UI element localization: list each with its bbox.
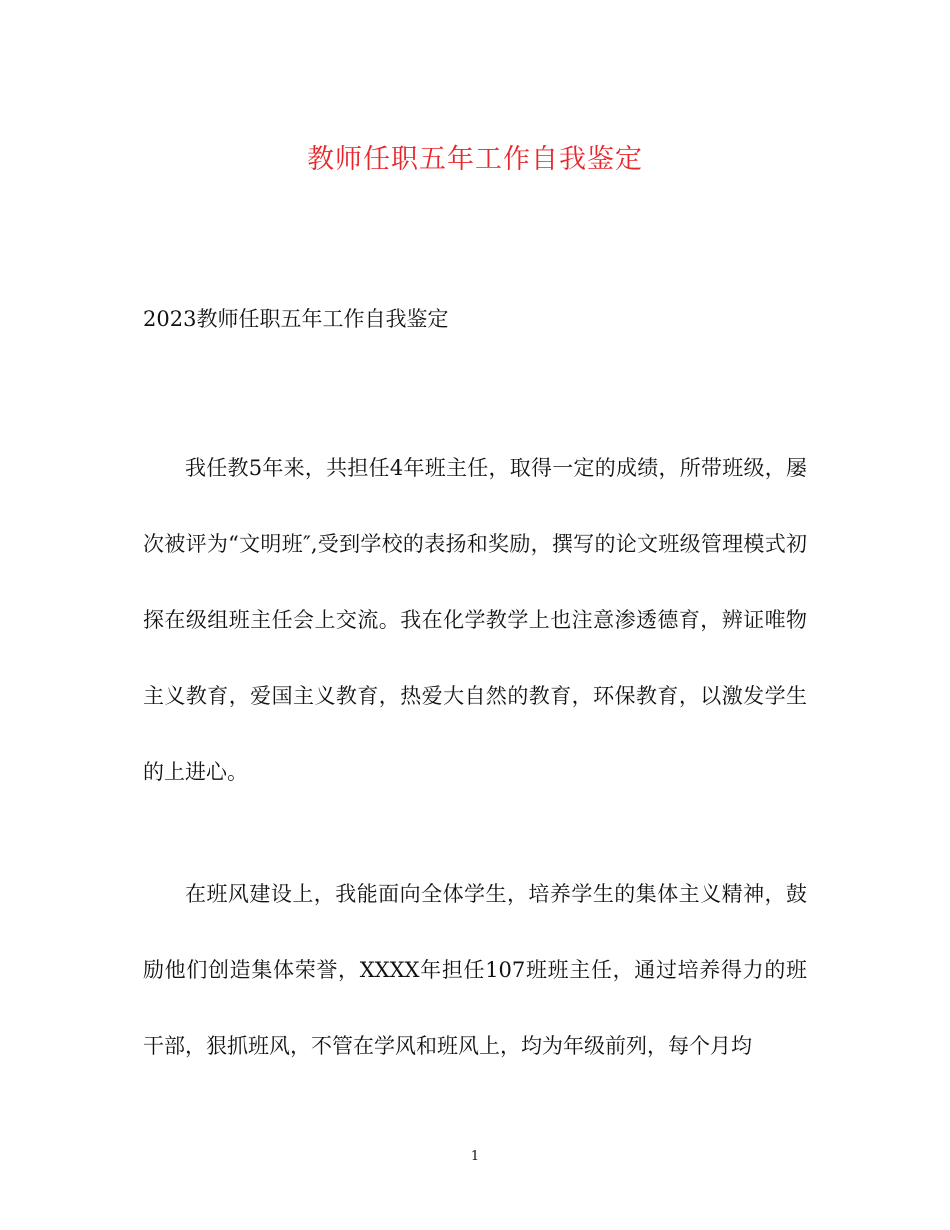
page-number: 1 bbox=[470, 1149, 480, 1164]
body-paragraph: 在班风建设上，我能面向全体学生，培养学生的集体主义精神，鼓励他们创造集体荣誉，XXXX年担任107班班主任，通过培养得力的班干部，狠抓班风，不管在学风和班风上，均为年级前列，每个月均 bbox=[143, 882, 807, 1058]
document-title: 教师任职五年工作自我鉴定 bbox=[307, 144, 643, 175]
body-paragraph: 我任教5年来，共担任4年班主任，取得一定的成绩，所带班级，屡次被评为“文明班″,受到学校的表扬和奖励，撰写的论文班级管理模式初探在级组班主任会上交流。我在化学教学上也注意渗透德育，辨证唯物主义教育，爱国主义教育，热爱大自然的教育，环保教育，以激发学生的上进心。 bbox=[143, 456, 807, 784]
document-subtitle: 2023教师任职五年工作自我鉴定 bbox=[143, 307, 449, 331]
